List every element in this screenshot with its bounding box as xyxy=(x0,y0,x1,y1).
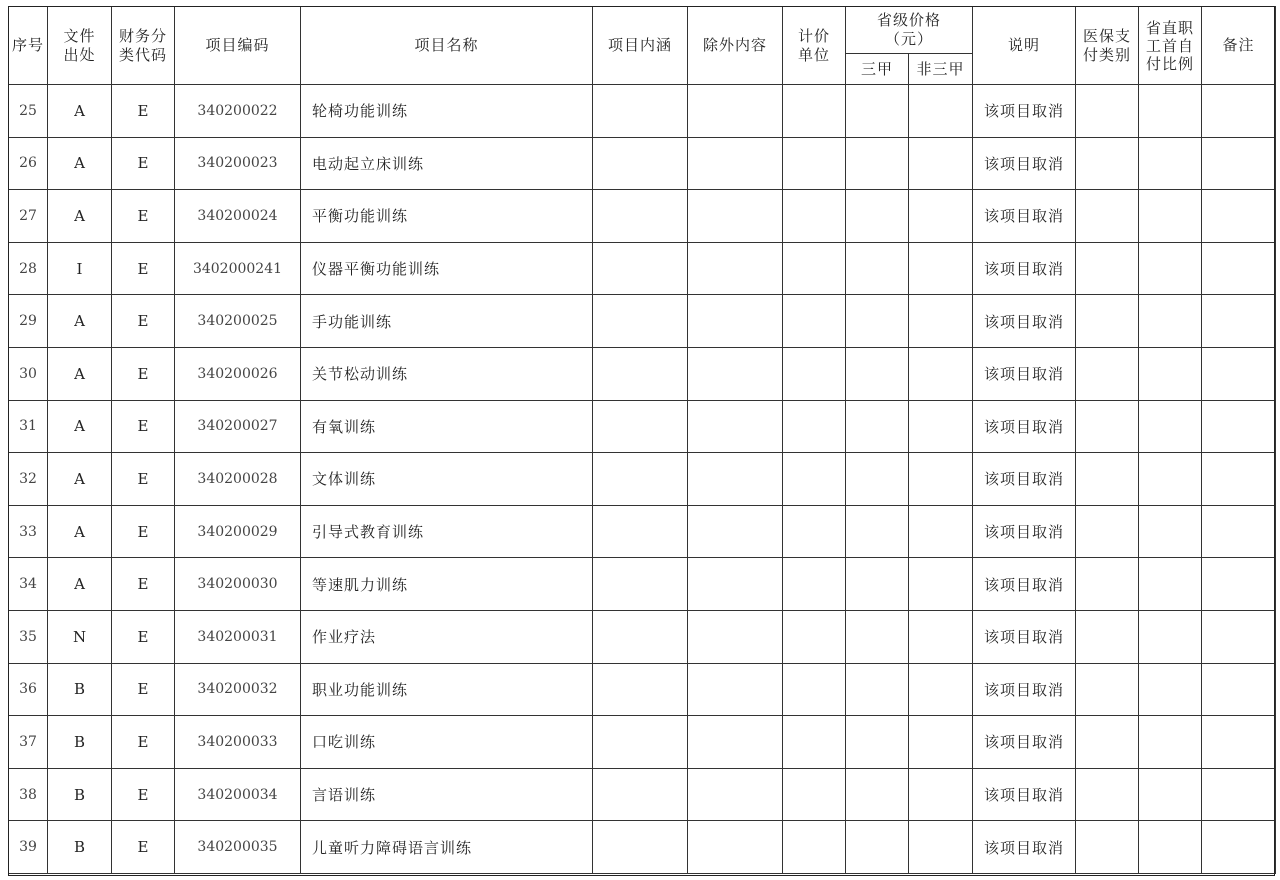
cell-excluded xyxy=(688,453,783,506)
cell-item-name: 口吃训练 xyxy=(301,716,593,769)
cell-price-a3 xyxy=(846,190,909,243)
cell-seq: 29 xyxy=(9,295,48,348)
cell-insurance-type xyxy=(1076,768,1139,821)
cell-fin-code: E xyxy=(112,505,175,558)
cell-fin-code: E xyxy=(112,85,175,138)
cell-source: B xyxy=(48,821,112,874)
table-row xyxy=(9,768,1276,821)
cell-content xyxy=(593,716,688,769)
cell-price-a3 xyxy=(846,821,909,874)
cell-price-a3 xyxy=(846,400,909,453)
cell-insurance-type xyxy=(1076,242,1139,295)
cell-remarks xyxy=(1202,716,1276,769)
cell-remarks xyxy=(1202,663,1276,716)
cell-insurance-type xyxy=(1076,558,1139,611)
cell-price-non-a3 xyxy=(909,505,973,558)
cell-excluded xyxy=(688,768,783,821)
cell-remarks xyxy=(1202,453,1276,506)
cell-unit xyxy=(783,347,846,400)
cell-source: B xyxy=(48,716,112,769)
cell-price-a3 xyxy=(846,453,909,506)
cell-explanation: 该项目取消 xyxy=(973,716,1076,769)
cell-item-name: 作业疗法 xyxy=(301,610,593,663)
cell-remarks xyxy=(1202,400,1276,453)
header-seq: 序号 xyxy=(9,7,48,85)
header-fin-code-text: 财务分类代码 xyxy=(118,26,167,64)
cell-excluded xyxy=(688,85,783,138)
cell-excluded xyxy=(688,295,783,348)
cell-content xyxy=(593,295,688,348)
cell-item-name: 手功能训练 xyxy=(301,295,593,348)
cell-unit xyxy=(783,190,846,243)
cell-content xyxy=(593,768,688,821)
header-explanation: 说明 xyxy=(973,7,1076,85)
cell-item-code: 340200030 xyxy=(175,558,301,611)
cell-item-name: 仪器平衡功能训练 xyxy=(301,242,593,295)
cell-price-non-a3 xyxy=(909,190,973,243)
cell-price-non-a3 xyxy=(909,663,973,716)
table-row xyxy=(9,610,1276,663)
cell-unit xyxy=(783,137,846,190)
cell-price-a3 xyxy=(846,505,909,558)
header-unit xyxy=(783,7,846,85)
table-row xyxy=(9,295,1276,348)
cell-insurance-type xyxy=(1076,137,1139,190)
cell-item-code: 340200028 xyxy=(175,453,301,506)
header-source-text: 文件出处 xyxy=(63,26,96,64)
table-row xyxy=(9,716,1276,769)
cell-unit xyxy=(783,400,846,453)
cell-price-non-a3 xyxy=(909,768,973,821)
cell-fin-code: E xyxy=(112,137,175,190)
cell-content xyxy=(593,347,688,400)
cell-remarks xyxy=(1202,558,1276,611)
cell-remarks xyxy=(1202,505,1276,558)
cell-content xyxy=(593,610,688,663)
cell-seq: 36 xyxy=(9,663,48,716)
cell-self-pay-ratio xyxy=(1139,821,1202,874)
cell-insurance-type xyxy=(1076,347,1139,400)
cell-remarks xyxy=(1202,137,1276,190)
header-source xyxy=(48,7,112,85)
cell-content xyxy=(593,137,688,190)
header-self-pay-ratio-text: 省直职工首自付比例 xyxy=(1145,18,1194,73)
cell-price-a3 xyxy=(846,663,909,716)
cell-content xyxy=(593,453,688,506)
cell-source: N xyxy=(48,610,112,663)
cell-source: A xyxy=(48,505,112,558)
cell-item-name: 电动起立床训练 xyxy=(301,137,593,190)
cell-explanation: 该项目取消 xyxy=(973,558,1076,611)
cell-insurance-type xyxy=(1076,716,1139,769)
cell-item-name: 等速肌力训练 xyxy=(301,558,593,611)
cell-excluded xyxy=(688,137,783,190)
cell-price-non-a3 xyxy=(909,821,973,874)
cell-self-pay-ratio xyxy=(1139,190,1202,243)
cell-item-code: 340200032 xyxy=(175,663,301,716)
cell-price-a3 xyxy=(846,85,909,138)
cell-unit xyxy=(783,663,846,716)
table-body xyxy=(9,85,1276,874)
header-price-group xyxy=(846,7,973,54)
cell-source: A xyxy=(48,347,112,400)
cell-item-name: 引导式教育训练 xyxy=(301,505,593,558)
cell-unit xyxy=(783,295,846,348)
cell-content xyxy=(593,505,688,558)
cell-source: A xyxy=(48,85,112,138)
cell-fin-code: E xyxy=(112,295,175,348)
cell-explanation: 该项目取消 xyxy=(973,295,1076,348)
cell-price-a3 xyxy=(846,137,909,190)
cell-excluded xyxy=(688,716,783,769)
cell-seq: 27 xyxy=(9,190,48,243)
cell-source: A xyxy=(48,558,112,611)
cell-seq: 39 xyxy=(9,821,48,874)
cell-unit xyxy=(783,821,846,874)
cell-insurance-type xyxy=(1076,85,1139,138)
cell-unit xyxy=(783,610,846,663)
cell-content xyxy=(593,821,688,874)
header-self-pay-ratio xyxy=(1139,7,1202,85)
cell-explanation: 该项目取消 xyxy=(973,137,1076,190)
cell-item-name: 职业功能训练 xyxy=(301,663,593,716)
cell-item-code: 340200022 xyxy=(175,85,301,138)
cell-insurance-type xyxy=(1076,610,1139,663)
table-row xyxy=(9,505,1276,558)
cell-content xyxy=(593,85,688,138)
cell-remarks xyxy=(1202,242,1276,295)
cell-remarks xyxy=(1202,295,1276,348)
cell-fin-code: E xyxy=(112,190,175,243)
table-row xyxy=(9,347,1276,400)
cell-explanation: 该项目取消 xyxy=(973,85,1076,138)
cell-price-a3 xyxy=(846,716,909,769)
cell-self-pay-ratio xyxy=(1139,295,1202,348)
cell-self-pay-ratio xyxy=(1139,242,1202,295)
cell-unit xyxy=(783,768,846,821)
cell-item-name: 关节松动训练 xyxy=(301,347,593,400)
cell-source: B xyxy=(48,768,112,821)
cell-self-pay-ratio xyxy=(1139,453,1202,506)
cell-insurance-type xyxy=(1076,505,1139,558)
cell-seq: 28 xyxy=(9,242,48,295)
cell-item-name: 有氧训练 xyxy=(301,400,593,453)
cell-self-pay-ratio xyxy=(1139,400,1202,453)
cell-explanation: 该项目取消 xyxy=(973,610,1076,663)
cell-fin-code: E xyxy=(112,400,175,453)
cell-item-code: 340200025 xyxy=(175,295,301,348)
cell-self-pay-ratio xyxy=(1139,610,1202,663)
cell-unit xyxy=(783,558,846,611)
cell-content xyxy=(593,400,688,453)
cell-item-code: 340200031 xyxy=(175,610,301,663)
table-header xyxy=(9,7,1276,85)
cell-source: I xyxy=(48,242,112,295)
cell-price-a3 xyxy=(846,610,909,663)
cell-price-non-a3 xyxy=(909,242,973,295)
cell-content xyxy=(593,663,688,716)
cell-price-a3 xyxy=(846,242,909,295)
cell-content xyxy=(593,190,688,243)
cell-fin-code: E xyxy=(112,610,175,663)
cell-unit xyxy=(783,242,846,295)
cell-price-non-a3 xyxy=(909,400,973,453)
cell-price-a3 xyxy=(846,558,909,611)
cell-remarks xyxy=(1202,768,1276,821)
cell-remarks xyxy=(1202,190,1276,243)
header-unit-text: 计价单位 xyxy=(797,26,830,64)
cell-unit xyxy=(783,453,846,506)
cell-seq: 35 xyxy=(9,610,48,663)
header-fin-code xyxy=(112,7,175,85)
header-insurance-type-text: 医保支付类别 xyxy=(1082,26,1131,64)
cell-fin-code: E xyxy=(112,716,175,769)
cell-insurance-type xyxy=(1076,190,1139,243)
table-row xyxy=(9,558,1276,611)
cell-source: A xyxy=(48,137,112,190)
cell-item-code: 340200023 xyxy=(175,137,301,190)
table-row xyxy=(9,137,1276,190)
cell-price-non-a3 xyxy=(909,453,973,506)
cell-fin-code: E xyxy=(112,453,175,506)
cell-explanation: 该项目取消 xyxy=(973,190,1076,243)
cell-source: A xyxy=(48,400,112,453)
cell-price-non-a3 xyxy=(909,558,973,611)
header-non-grade-a3: 非三甲 xyxy=(909,54,973,85)
cell-remarks xyxy=(1202,821,1276,874)
cell-remarks xyxy=(1202,610,1276,663)
cell-self-pay-ratio xyxy=(1139,347,1202,400)
cell-item-code: 340200029 xyxy=(175,505,301,558)
header-grade-a3: 三甲 xyxy=(846,54,909,85)
cell-fin-code: E xyxy=(112,821,175,874)
cell-seq: 31 xyxy=(9,400,48,453)
cell-excluded xyxy=(688,821,783,874)
cell-price-non-a3 xyxy=(909,347,973,400)
cell-fin-code: E xyxy=(112,768,175,821)
cell-seq: 38 xyxy=(9,768,48,821)
cell-content xyxy=(593,242,688,295)
cell-seq: 30 xyxy=(9,347,48,400)
table-row xyxy=(9,190,1276,243)
cell-excluded xyxy=(688,400,783,453)
header-item-code: 项目编码 xyxy=(175,7,301,85)
header-insurance-type xyxy=(1076,7,1139,85)
cell-price-non-a3 xyxy=(909,610,973,663)
cell-remarks xyxy=(1202,347,1276,400)
cell-content xyxy=(593,558,688,611)
price-table xyxy=(8,6,1276,874)
cell-insurance-type xyxy=(1076,295,1139,348)
table-row xyxy=(9,821,1276,874)
cell-seq: 25 xyxy=(9,85,48,138)
cell-insurance-type xyxy=(1076,663,1139,716)
cell-insurance-type xyxy=(1076,400,1139,453)
cell-item-name: 儿童听力障碍语言训练 xyxy=(301,821,593,874)
table-row xyxy=(9,663,1276,716)
cell-excluded xyxy=(688,663,783,716)
cell-insurance-type xyxy=(1076,453,1139,506)
cell-seq: 32 xyxy=(9,453,48,506)
cell-price-non-a3 xyxy=(909,716,973,769)
cell-item-name: 轮椅功能训练 xyxy=(301,85,593,138)
cell-source: A xyxy=(48,453,112,506)
cell-self-pay-ratio xyxy=(1139,768,1202,821)
cell-explanation: 该项目取消 xyxy=(973,453,1076,506)
cell-price-non-a3 xyxy=(909,85,973,138)
cell-self-pay-ratio xyxy=(1139,85,1202,138)
header-excluded: 除外内容 xyxy=(688,7,783,85)
table-row xyxy=(9,242,1276,295)
cell-explanation: 该项目取消 xyxy=(973,400,1076,453)
cell-fin-code: E xyxy=(112,242,175,295)
cell-item-code: 340200035 xyxy=(175,821,301,874)
cell-self-pay-ratio xyxy=(1139,716,1202,769)
header-content: 项目内涵 xyxy=(593,7,688,85)
cell-item-name: 平衡功能训练 xyxy=(301,190,593,243)
cell-unit xyxy=(783,85,846,138)
cell-fin-code: E xyxy=(112,347,175,400)
cell-seq: 34 xyxy=(9,558,48,611)
table-row xyxy=(9,453,1276,506)
cell-item-code: 3402000241 xyxy=(175,242,301,295)
cell-source: B xyxy=(48,663,112,716)
cell-price-non-a3 xyxy=(909,295,973,348)
cell-item-code: 340200033 xyxy=(175,716,301,769)
cell-excluded xyxy=(688,190,783,243)
header-price-group-text: 省级价格（元） xyxy=(876,11,941,48)
cell-excluded xyxy=(688,610,783,663)
cell-unit xyxy=(783,716,846,769)
cell-item-name: 言语训练 xyxy=(301,768,593,821)
table-row xyxy=(9,85,1276,138)
cell-explanation: 该项目取消 xyxy=(973,663,1076,716)
cell-price-a3 xyxy=(846,295,909,348)
cell-explanation: 该项目取消 xyxy=(973,821,1076,874)
table-row xyxy=(9,400,1276,453)
cell-item-code: 340200034 xyxy=(175,768,301,821)
cell-price-a3 xyxy=(846,768,909,821)
cell-source: A xyxy=(48,295,112,348)
cell-fin-code: E xyxy=(112,663,175,716)
cell-explanation: 该项目取消 xyxy=(973,768,1076,821)
cell-seq: 37 xyxy=(9,716,48,769)
cell-excluded xyxy=(688,242,783,295)
cell-seq: 33 xyxy=(9,505,48,558)
cell-self-pay-ratio xyxy=(1139,137,1202,190)
cell-item-name: 文体训练 xyxy=(301,453,593,506)
cell-excluded xyxy=(688,505,783,558)
cell-remarks xyxy=(1202,85,1276,138)
cell-self-pay-ratio xyxy=(1139,505,1202,558)
cell-price-a3 xyxy=(846,347,909,400)
cell-excluded xyxy=(688,558,783,611)
cell-seq: 26 xyxy=(9,137,48,190)
cell-self-pay-ratio xyxy=(1139,558,1202,611)
cell-explanation: 该项目取消 xyxy=(973,347,1076,400)
cell-explanation: 该项目取消 xyxy=(973,242,1076,295)
cell-source: A xyxy=(48,190,112,243)
cell-excluded xyxy=(688,347,783,400)
cell-self-pay-ratio xyxy=(1139,663,1202,716)
cell-item-code: 340200027 xyxy=(175,400,301,453)
cell-explanation: 该项目取消 xyxy=(973,505,1076,558)
cell-fin-code: E xyxy=(112,558,175,611)
header-remarks: 备注 xyxy=(1202,7,1276,85)
cell-item-code: 340200026 xyxy=(175,347,301,400)
cell-item-code: 340200024 xyxy=(175,190,301,243)
cell-insurance-type xyxy=(1076,821,1139,874)
cell-unit xyxy=(783,505,846,558)
cell-price-non-a3 xyxy=(909,137,973,190)
header-item-name: 项目名称 xyxy=(301,7,593,85)
